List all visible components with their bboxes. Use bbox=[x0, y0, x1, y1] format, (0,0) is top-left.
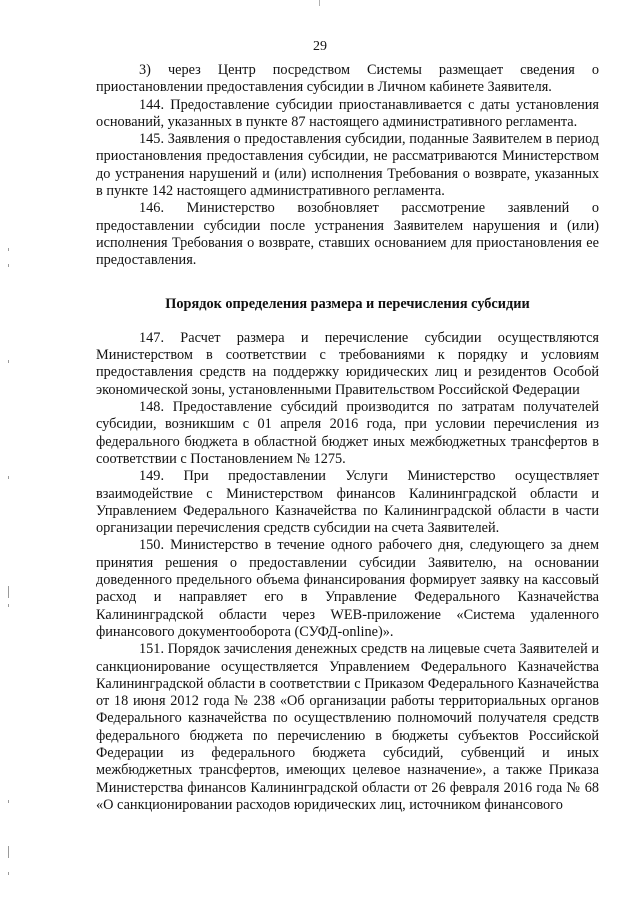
margin-mark bbox=[8, 476, 9, 479]
scan-margin-marks bbox=[6, 240, 12, 900]
margin-mark bbox=[8, 872, 9, 875]
section-heading: Порядок определения размера и перечисления субсидии bbox=[165, 295, 530, 312]
paragraph-3: 3) через Центр посредством Системы размещает сведения о приостановлении предоставления субсидии в Личном кабинете Заявителя. bbox=[96, 62, 599, 96]
paragraph-144: 144. Предоставление субсидии приостанавливается с даты установления оснований, указанных в пункте 87 настоящего административного регламента. bbox=[96, 96, 599, 130]
paragraph-150: 150. Министерство в течение одного рабочего дня, следующего за днем принятия решения о предоставлении субсидии Заявителю, на основании доведенного предельного объема финансирования формирует заявку на кассовый расход и направляет его в Управление Федерального Казначейства Калининградской области через WEB-приложение «Система удаленного финансового документооборота (СУФД-online)». bbox=[96, 537, 599, 640]
page-number: 29 bbox=[313, 39, 327, 54]
scan-mark bbox=[319, 0, 320, 6]
margin-mark bbox=[8, 604, 9, 607]
paragraph-151: 151. Порядок зачисления денежных средств на лицевые счета Заявителей и санкционирование осуществляется Управлением Федерального Казначейства Калининградской области в соответствии с Приказом Федерального Казначейства от 18 июня 2012 года № 238 «Об организации работы территориальных органов Федерального казначейства по осуществлению полномочий получателя средств федерального бюджета по перечислению в бюджеты субъектов Российской Федерации из федерального бюджета субсидий, субвенций и иных межбюджетных трансфертов, имеющих целевое назначение», а также Приказа Министерства финансов Калининградской области от 26 февраля 2016 года № 68 «О санкционировании расходов юридических лиц, источником финансового bbox=[96, 641, 599, 813]
paragraph-147: 147. Расчет размера и перечисление субсидии осуществляются Министерством в соответствии с требованиями к порядку и условиям предоставления средств на поддержку юридических лиц и резидентов Особой экономической зоны, установленными Правительством Российской Федерации bbox=[96, 329, 599, 398]
margin-mark bbox=[8, 360, 9, 363]
document-body bbox=[96, 62, 599, 814]
margin-mark bbox=[8, 846, 9, 858]
paragraph-145: 145. Заявления о предоставления субсидии, поданные Заявителем в период приостановления предоставления субсидии, не рассматриваются Министерством до устранения нарушений и (или) исполнения Требования о возврате, указанных в пункте 142 настоящего административного регламента. bbox=[96, 131, 599, 200]
margin-mark bbox=[8, 800, 9, 803]
paragraph-149: 149. При предоставлении Услуги Министерство осуществляет взаимодействие с Министерством финансов Калининградской области и Управлением Федерального Казначейства по Калининградской области в части организации перечисления средств субсидии на счета Заявителей. bbox=[96, 468, 599, 537]
margin-mark bbox=[8, 586, 9, 598]
margin-mark bbox=[8, 264, 9, 267]
margin-mark bbox=[8, 248, 9, 251]
paragraph-148: 148. Предоставление субсидий производится по затратам получателей субсидии, возникшим с 01 апреля 2016 года, при условии перечисления из федерального бюджета в областной бюджет иных межбюджетных трансфертов в соответствии с Постановлением № 1275. bbox=[96, 399, 599, 467]
paragraph-146: 146. Министерство возобновляет рассмотрение заявлений о предоставлении субсидии после устранения Заявителем нарушения и (или) исполнения Требования о возврате, ставших основанием для приостановления ее предоставления. bbox=[96, 200, 599, 269]
